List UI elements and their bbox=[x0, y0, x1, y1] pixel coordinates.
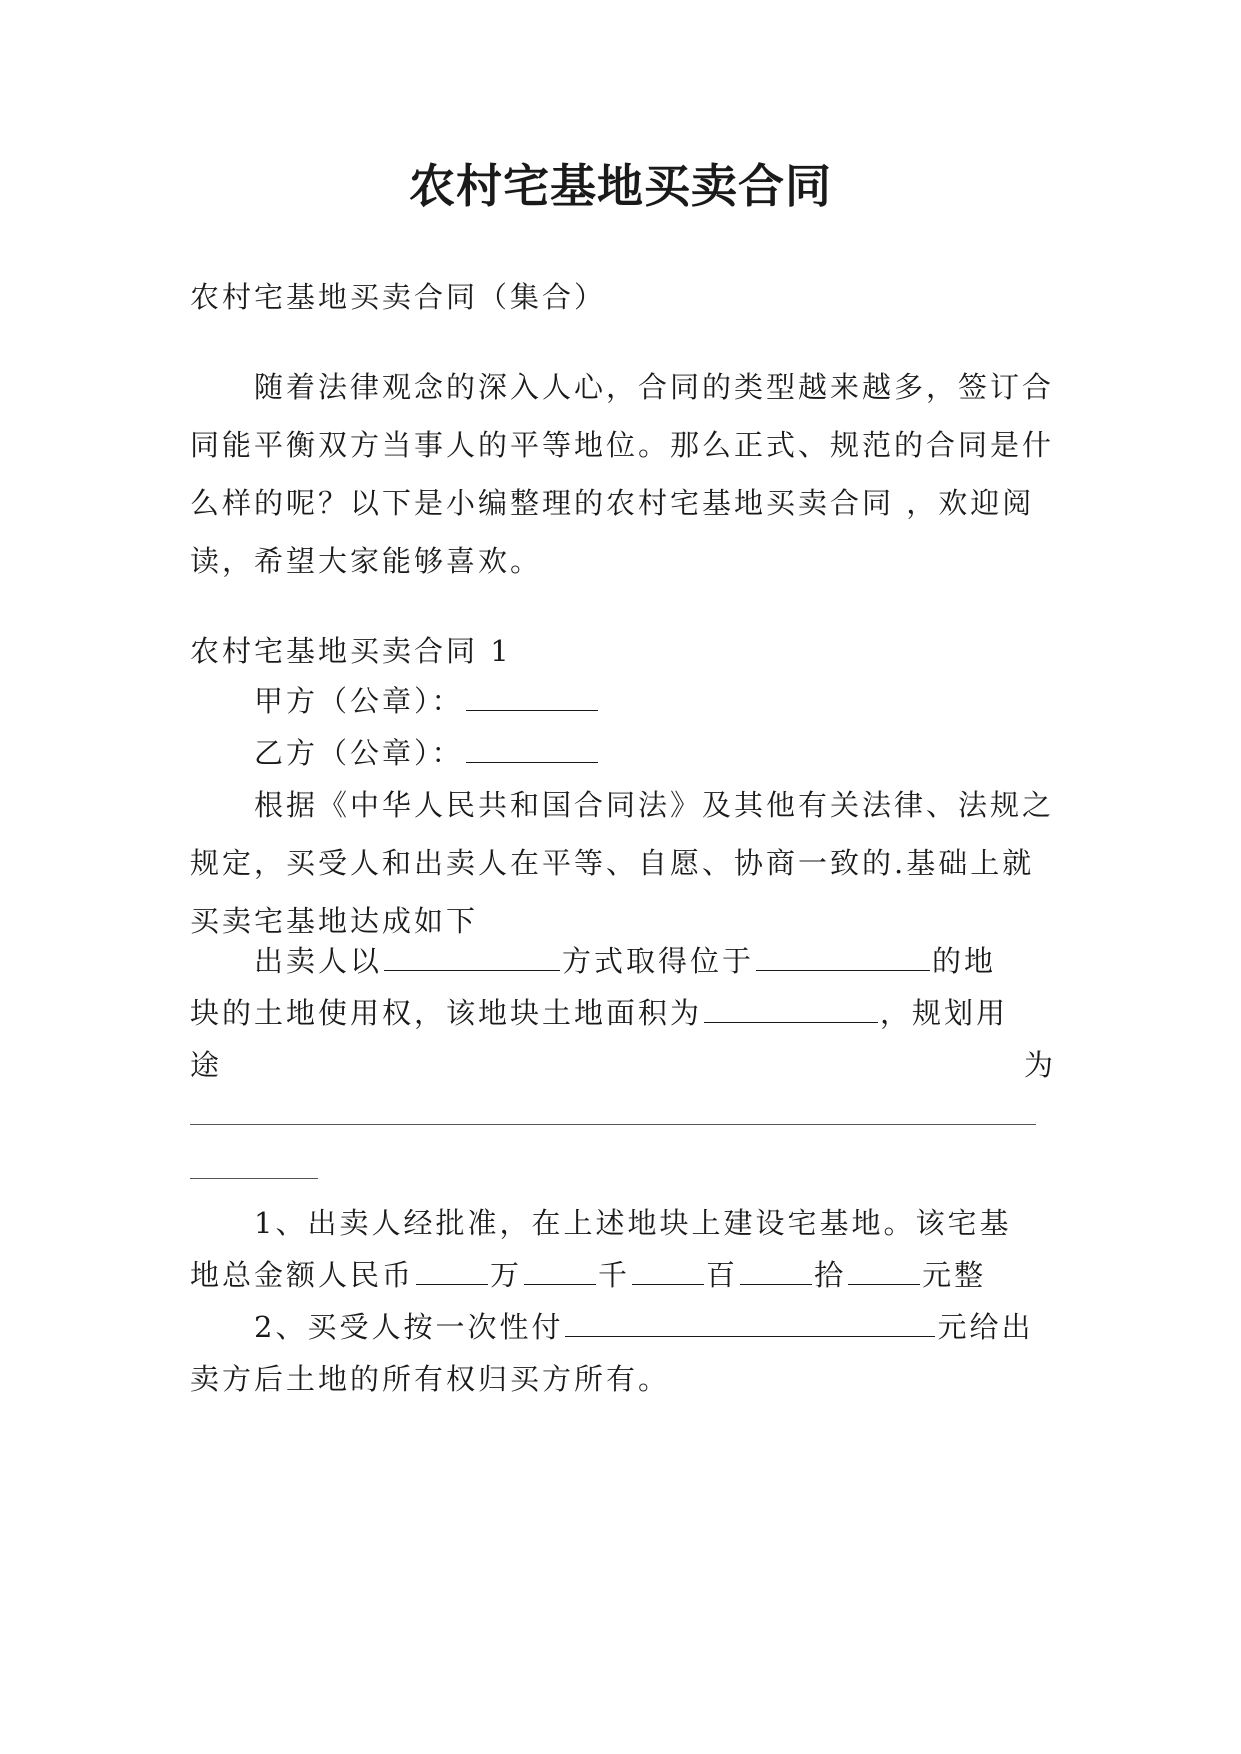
clause-2-line-1 bbox=[190, 1298, 1056, 1356]
amount-yuan-blank[interactable] bbox=[848, 1254, 920, 1285]
amount-bai-blank[interactable] bbox=[632, 1254, 704, 1285]
intro-paragraph: 随着法律观念的深入人心，合同的类型越来越多，签订合同能平衡双方当事人的平等地位。那么正式、规范的合同是什么样的呢？以下是小编整理的农村宅基地买卖合同 ，欢迎阅读，希望大家能够喜欢。 bbox=[190, 370, 1055, 578]
basis-paragraph: 根据《中华人民共和国合同法》及其他有关法律、法规之规定，买受人和出卖人在平等、自愿、协商一致的.基础上就买卖宅基地达成如下 bbox=[190, 788, 1055, 938]
land-line-3-left: 途 bbox=[190, 1048, 223, 1082]
party-a-line bbox=[190, 672, 1056, 730]
land-line-3-right: 为 bbox=[1023, 1048, 1056, 1082]
clause-2-prefix: 2、买受人按一次性付 bbox=[254, 1310, 564, 1344]
land-line-2-a: 块的土地使用权，该地块土地面积为 bbox=[190, 996, 703, 1030]
unit-qian: 千 bbox=[598, 1258, 631, 1292]
land-line-1-c: 的地 bbox=[932, 944, 997, 978]
clause-1-prefix: 地总金额人民币 bbox=[190, 1258, 415, 1292]
planned-use-blank-line-1[interactable] bbox=[190, 1124, 1036, 1125]
amount-shi-blank[interactable] bbox=[740, 1254, 812, 1285]
party-b-label: 乙方（公章）： bbox=[254, 736, 464, 770]
land-line-1-b: 方式取得位于 bbox=[562, 944, 755, 978]
unit-wan: 万 bbox=[490, 1258, 523, 1292]
planned-use-blank-line-2[interactable] bbox=[190, 1178, 318, 1179]
contract-heading: 农村宅基地买卖合同 1 bbox=[190, 634, 512, 668]
clause-1-line-1: 1、出卖人经批准，在上述地块上建设宅基地。该宅基 bbox=[254, 1206, 1012, 1240]
unit-shi: 拾 bbox=[814, 1258, 847, 1292]
land-line-3 bbox=[190, 1036, 1056, 1094]
clause-2-suffix: 元给出 bbox=[937, 1310, 1034, 1344]
party-a-blank[interactable] bbox=[466, 680, 598, 711]
land-line-1-a: 出卖人以 bbox=[254, 944, 383, 978]
payment-amount-blank[interactable] bbox=[565, 1306, 935, 1337]
land-line-1 bbox=[190, 932, 1056, 990]
document-title: 农村宅基地买卖合同 bbox=[409, 159, 832, 213]
land-area-blank[interactable] bbox=[704, 992, 878, 1023]
document-subtitle: 农村宅基地买卖合同（集合） bbox=[190, 280, 607, 314]
unit-bai: 百 bbox=[706, 1258, 739, 1292]
location-blank[interactable] bbox=[756, 940, 930, 971]
amount-wan-blank[interactable] bbox=[416, 1254, 488, 1285]
amount-qian-blank[interactable] bbox=[524, 1254, 596, 1285]
party-b-line bbox=[190, 724, 1056, 782]
land-line-2-b: ，规划用 bbox=[880, 996, 1009, 1030]
party-a-label: 甲方（公章）： bbox=[254, 684, 464, 718]
party-b-blank[interactable] bbox=[466, 732, 598, 763]
clause-2-line-2: 卖方后土地的所有权归买方所有。 bbox=[190, 1362, 671, 1396]
unit-yuan: 元整 bbox=[922, 1258, 987, 1292]
acquisition-method-blank[interactable] bbox=[384, 940, 560, 971]
land-line-2 bbox=[190, 984, 1056, 1042]
clause-1-line-2 bbox=[190, 1246, 1056, 1304]
